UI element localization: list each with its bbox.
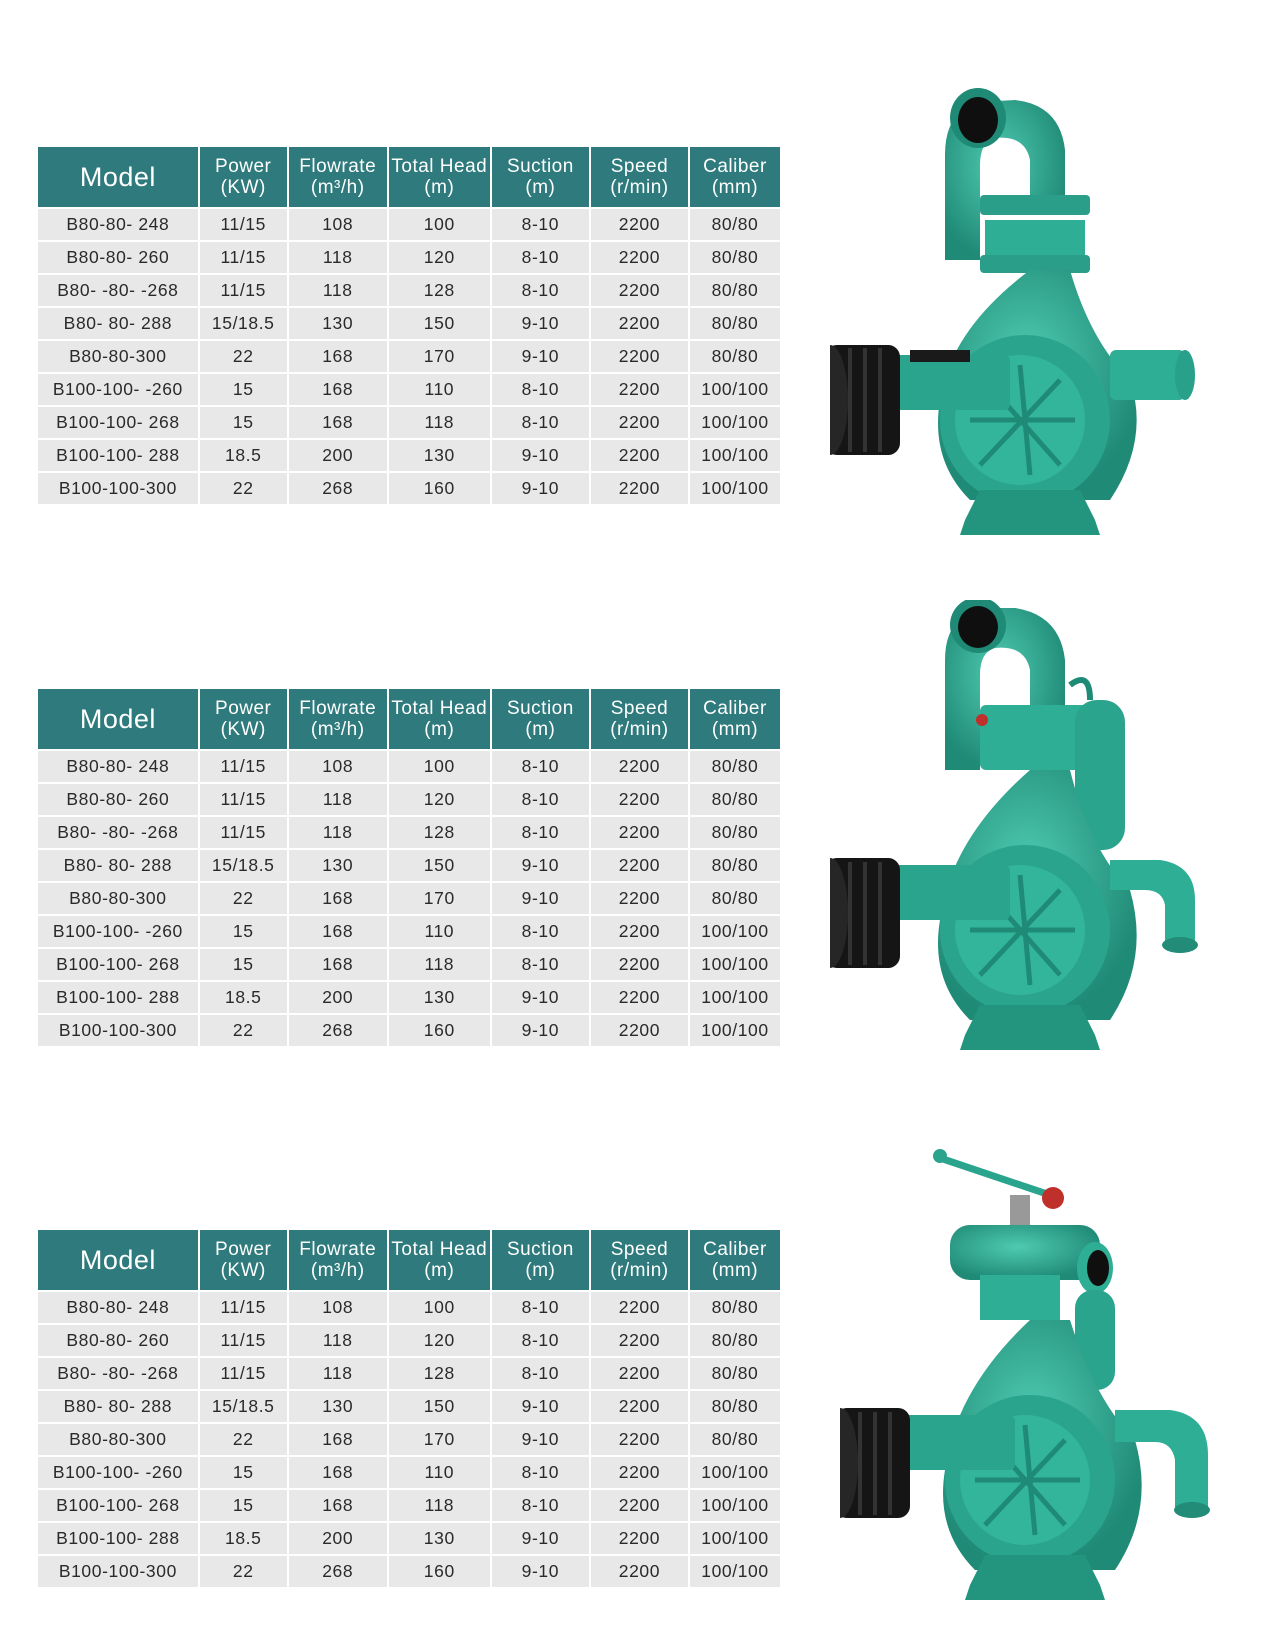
cell-speed: 2200	[591, 473, 688, 504]
cell-flowrate: 168	[289, 374, 387, 405]
table-row	[38, 949, 780, 980]
cell-suction: 9-10	[492, 883, 589, 914]
cell-suction: 8-10	[492, 275, 589, 306]
cell-caliber: 80/80	[690, 1424, 780, 1455]
cell-speed: 2200	[591, 1292, 688, 1323]
table-row	[38, 850, 780, 881]
cell-suction: 8-10	[492, 949, 589, 980]
cell-caliber: 80/80	[690, 817, 780, 848]
cell-caliber: 100/100	[690, 916, 780, 947]
cell-caliber: 100/100	[690, 1490, 780, 1521]
centrifugal-pump-with-primer-image	[830, 600, 1230, 1070]
table-row	[38, 751, 780, 782]
cell-caliber: 100/100	[690, 374, 780, 405]
cell-power: 18.5	[200, 440, 287, 471]
cell-speed: 2200	[591, 341, 688, 372]
cell-model: B100-100-300	[38, 1556, 198, 1587]
cell-model: B100-100- 288	[38, 1523, 198, 1554]
cell-total-head: 118	[389, 1490, 490, 1521]
cell-suction: 9-10	[492, 1424, 589, 1455]
cell-total-head: 120	[389, 242, 490, 273]
cell-flowrate: 108	[289, 1292, 387, 1323]
cell-model: B80-80- 260	[38, 242, 198, 273]
cell-speed: 2200	[591, 407, 688, 438]
centrifugal-pump-elbow-image	[830, 80, 1210, 550]
cell-total-head: 130	[389, 440, 490, 471]
cell-total-head: 150	[389, 1391, 490, 1422]
cell-total-head: 128	[389, 817, 490, 848]
cell-speed: 2200	[591, 1358, 688, 1389]
cell-speed: 2200	[591, 374, 688, 405]
table-row	[38, 1292, 780, 1323]
column-header-flowrate: Flowrate (m³/h)	[289, 689, 387, 749]
cell-model: B80- -80- -268	[38, 1358, 198, 1389]
column-header-flowrate: Flowrate (m³/h)	[289, 1230, 387, 1290]
column-header-model: Model	[38, 1230, 198, 1290]
cell-speed: 2200	[591, 916, 688, 947]
cell-flowrate: 130	[289, 308, 387, 339]
cell-speed: 2200	[591, 209, 688, 240]
cell-model: B80-80-300	[38, 1424, 198, 1455]
table-row	[38, 1015, 780, 1046]
cell-speed: 2200	[591, 982, 688, 1013]
cell-model: B100-100- 288	[38, 440, 198, 471]
cell-total-head: 160	[389, 473, 490, 504]
cell-power: 22	[200, 883, 287, 914]
table-row	[38, 1556, 780, 1587]
cell-flowrate: 268	[289, 1015, 387, 1046]
table-row	[38, 916, 780, 947]
cell-caliber: 100/100	[690, 949, 780, 980]
cell-flowrate: 118	[289, 242, 387, 273]
cell-total-head: 110	[389, 916, 490, 947]
column-header-speed: Speed (r/min)	[591, 689, 688, 749]
cell-flowrate: 118	[289, 817, 387, 848]
cell-suction: 9-10	[492, 473, 589, 504]
spec-table	[36, 1228, 782, 1589]
cell-model: B80-80-300	[38, 883, 198, 914]
cell-flowrate: 168	[289, 883, 387, 914]
cell-suction: 9-10	[492, 440, 589, 471]
cell-power: 22	[200, 473, 287, 504]
cell-power: 18.5	[200, 982, 287, 1013]
cell-suction: 9-10	[492, 1391, 589, 1422]
cell-power: 15	[200, 1457, 287, 1488]
cell-caliber: 100/100	[690, 1556, 780, 1587]
cell-power: 22	[200, 1015, 287, 1046]
cell-flowrate: 130	[289, 850, 387, 881]
cell-power: 15	[200, 407, 287, 438]
cell-suction: 9-10	[492, 1015, 589, 1046]
cell-caliber: 80/80	[690, 1292, 780, 1323]
table-row	[38, 784, 780, 815]
column-header-model: Model	[38, 689, 198, 749]
cell-model: B80-80- 260	[38, 1325, 198, 1356]
cell-suction: 9-10	[492, 1523, 589, 1554]
column-header-total-head: Total Head (m)	[389, 689, 490, 749]
cell-caliber: 80/80	[690, 850, 780, 881]
cell-caliber: 100/100	[690, 1457, 780, 1488]
cell-speed: 2200	[591, 883, 688, 914]
spec-table	[36, 145, 782, 506]
cell-power: 11/15	[200, 817, 287, 848]
cell-flowrate: 130	[289, 1391, 387, 1422]
cell-power: 15/18.5	[200, 308, 287, 339]
cell-caliber: 80/80	[690, 883, 780, 914]
column-header-caliber: Caliber (mm)	[690, 689, 780, 749]
cell-caliber: 80/80	[690, 784, 780, 815]
cell-flowrate: 200	[289, 1523, 387, 1554]
cell-total-head: 160	[389, 1556, 490, 1587]
cell-total-head: 130	[389, 1523, 490, 1554]
table-header-row	[38, 147, 780, 207]
table-row	[38, 341, 780, 372]
cell-suction: 8-10	[492, 916, 589, 947]
cell-speed: 2200	[591, 850, 688, 881]
cell-speed: 2200	[591, 440, 688, 471]
cell-model: B80-80- 248	[38, 751, 198, 782]
cell-power: 11/15	[200, 1292, 287, 1323]
column-header-power: Power (KW)	[200, 147, 287, 207]
cell-model: B100-100- 268	[38, 949, 198, 980]
table-row	[38, 407, 780, 438]
cell-speed: 2200	[591, 308, 688, 339]
column-header-speed: Speed (r/min)	[591, 147, 688, 207]
table-row	[38, 209, 780, 240]
cell-flowrate: 168	[289, 916, 387, 947]
cell-speed: 2200	[591, 1391, 688, 1422]
cell-caliber: 80/80	[690, 1358, 780, 1389]
cell-flowrate: 200	[289, 440, 387, 471]
cell-model: B100-100- 268	[38, 407, 198, 438]
cell-speed: 2200	[591, 242, 688, 273]
cell-suction: 8-10	[492, 242, 589, 273]
cell-power: 11/15	[200, 1358, 287, 1389]
cell-total-head: 118	[389, 407, 490, 438]
cell-caliber: 80/80	[690, 242, 780, 273]
cell-power: 18.5	[200, 1523, 287, 1554]
cell-power: 15	[200, 1490, 287, 1521]
table-row	[38, 817, 780, 848]
cell-suction: 8-10	[492, 1358, 589, 1389]
cell-flowrate: 118	[289, 275, 387, 306]
cell-power: 11/15	[200, 242, 287, 273]
table-row	[38, 440, 780, 471]
cell-suction: 9-10	[492, 850, 589, 881]
cell-total-head: 150	[389, 308, 490, 339]
table-row	[38, 1325, 780, 1356]
cell-suction: 8-10	[492, 751, 589, 782]
cell-flowrate: 268	[289, 473, 387, 504]
column-header-total-head: Total Head (m)	[389, 1230, 490, 1290]
cell-power: 15/18.5	[200, 1391, 287, 1422]
column-header-suction: Suction (m)	[492, 147, 589, 207]
cell-model: B100-100- -260	[38, 916, 198, 947]
table-row	[38, 275, 780, 306]
table-row	[38, 473, 780, 504]
cell-flowrate: 118	[289, 1358, 387, 1389]
table-row	[38, 242, 780, 273]
cell-flowrate: 118	[289, 784, 387, 815]
cell-total-head: 150	[389, 850, 490, 881]
cell-suction: 9-10	[492, 341, 589, 372]
cell-flowrate: 108	[289, 751, 387, 782]
cell-power: 11/15	[200, 784, 287, 815]
cell-speed: 2200	[591, 1457, 688, 1488]
cell-caliber: 80/80	[690, 209, 780, 240]
cell-power: 22	[200, 1424, 287, 1455]
table-row	[38, 1457, 780, 1488]
cell-caliber: 100/100	[690, 1523, 780, 1554]
table-row	[38, 982, 780, 1013]
cell-total-head: 100	[389, 751, 490, 782]
cell-caliber: 80/80	[690, 1325, 780, 1356]
cell-speed: 2200	[591, 275, 688, 306]
cell-model: B100-100- 288	[38, 982, 198, 1013]
cell-caliber: 100/100	[690, 1015, 780, 1046]
table-row	[38, 374, 780, 405]
cell-model: B100-100- -260	[38, 1457, 198, 1488]
cell-speed: 2200	[591, 1523, 688, 1554]
cell-power: 22	[200, 1556, 287, 1587]
cell-caliber: 100/100	[690, 473, 780, 504]
cell-speed: 2200	[591, 751, 688, 782]
table-row	[38, 1358, 780, 1389]
cell-suction: 8-10	[492, 1490, 589, 1521]
table-header-row	[38, 1230, 780, 1290]
column-header-suction: Suction (m)	[492, 1230, 589, 1290]
cell-flowrate: 168	[289, 949, 387, 980]
cell-suction: 9-10	[492, 982, 589, 1013]
cell-speed: 2200	[591, 1325, 688, 1356]
cell-caliber: 100/100	[690, 440, 780, 471]
cell-caliber: 80/80	[690, 751, 780, 782]
cell-speed: 2200	[591, 1015, 688, 1046]
table-header-row	[38, 689, 780, 749]
cell-caliber: 80/80	[690, 275, 780, 306]
column-header-flowrate: Flowrate (m³/h)	[289, 147, 387, 207]
cell-total-head: 130	[389, 982, 490, 1013]
cell-total-head: 128	[389, 1358, 490, 1389]
table-row	[38, 1424, 780, 1455]
cell-suction: 9-10	[492, 1556, 589, 1587]
table-row	[38, 1523, 780, 1554]
cell-model: B100-100- 268	[38, 1490, 198, 1521]
cell-model: B80- -80- -268	[38, 275, 198, 306]
cell-flowrate: 108	[289, 209, 387, 240]
cell-speed: 2200	[591, 817, 688, 848]
cell-flowrate: 168	[289, 341, 387, 372]
cell-caliber: 80/80	[690, 341, 780, 372]
cell-flowrate: 168	[289, 1457, 387, 1488]
column-header-caliber: Caliber (mm)	[690, 147, 780, 207]
cell-caliber: 80/80	[690, 1391, 780, 1422]
cell-model: B100-100- -260	[38, 374, 198, 405]
cell-power: 11/15	[200, 209, 287, 240]
cell-speed: 2200	[591, 784, 688, 815]
cell-suction: 9-10	[492, 308, 589, 339]
cell-flowrate: 268	[289, 1556, 387, 1587]
table-row	[38, 1490, 780, 1521]
cell-suction: 8-10	[492, 407, 589, 438]
cell-model: B80- -80- -268	[38, 817, 198, 848]
cell-model: B80- 80- 288	[38, 308, 198, 339]
cell-flowrate: 118	[289, 1325, 387, 1356]
cell-power: 15	[200, 949, 287, 980]
cell-speed: 2200	[591, 949, 688, 980]
column-header-total-head: Total Head (m)	[389, 147, 490, 207]
cell-speed: 2200	[591, 1490, 688, 1521]
column-header-model: Model	[38, 147, 198, 207]
cell-speed: 2200	[591, 1556, 688, 1587]
table-row	[38, 883, 780, 914]
cell-model: B100-100-300	[38, 1015, 198, 1046]
cell-suction: 8-10	[492, 1325, 589, 1356]
cell-total-head: 100	[389, 1292, 490, 1323]
cell-total-head: 170	[389, 341, 490, 372]
cell-total-head: 160	[389, 1015, 490, 1046]
column-header-suction: Suction (m)	[492, 689, 589, 749]
cell-total-head: 128	[389, 275, 490, 306]
cell-model: B80-80- 248	[38, 209, 198, 240]
table-row	[38, 1391, 780, 1422]
cell-flowrate: 168	[289, 1490, 387, 1521]
column-header-caliber: Caliber (mm)	[690, 1230, 780, 1290]
cell-suction: 8-10	[492, 784, 589, 815]
cell-power: 22	[200, 341, 287, 372]
cell-power: 11/15	[200, 1325, 287, 1356]
cell-power: 11/15	[200, 275, 287, 306]
cell-flowrate: 168	[289, 1424, 387, 1455]
cell-power: 11/15	[200, 751, 287, 782]
cell-total-head: 170	[389, 883, 490, 914]
cell-power: 15	[200, 916, 287, 947]
column-header-power: Power (KW)	[200, 1230, 287, 1290]
column-header-speed: Speed (r/min)	[591, 1230, 688, 1290]
cell-model: B80-80- 248	[38, 1292, 198, 1323]
cell-caliber: 100/100	[690, 407, 780, 438]
cell-total-head: 118	[389, 949, 490, 980]
cell-power: 15/18.5	[200, 850, 287, 881]
cell-model: B80- 80- 288	[38, 850, 198, 881]
cell-total-head: 110	[389, 374, 490, 405]
cell-suction: 8-10	[492, 209, 589, 240]
column-header-power: Power (KW)	[200, 689, 287, 749]
cell-caliber: 80/80	[690, 308, 780, 339]
cell-suction: 8-10	[492, 1292, 589, 1323]
cell-flowrate: 200	[289, 982, 387, 1013]
cell-model: B100-100-300	[38, 473, 198, 504]
cell-flowrate: 168	[289, 407, 387, 438]
cell-suction: 8-10	[492, 374, 589, 405]
table-row	[38, 308, 780, 339]
cell-model: B80- 80- 288	[38, 1391, 198, 1422]
cell-suction: 8-10	[492, 817, 589, 848]
cell-power: 15	[200, 374, 287, 405]
centrifugal-pump-with-valve-image	[840, 1140, 1240, 1620]
cell-speed: 2200	[591, 1424, 688, 1455]
cell-model: B80-80- 260	[38, 784, 198, 815]
cell-total-head: 100	[389, 209, 490, 240]
cell-total-head: 120	[389, 784, 490, 815]
cell-total-head: 110	[389, 1457, 490, 1488]
cell-model: B80-80-300	[38, 341, 198, 372]
cell-suction: 8-10	[492, 1457, 589, 1488]
cell-total-head: 170	[389, 1424, 490, 1455]
cell-total-head: 120	[389, 1325, 490, 1356]
cell-caliber: 100/100	[690, 982, 780, 1013]
spec-table	[36, 687, 782, 1048]
